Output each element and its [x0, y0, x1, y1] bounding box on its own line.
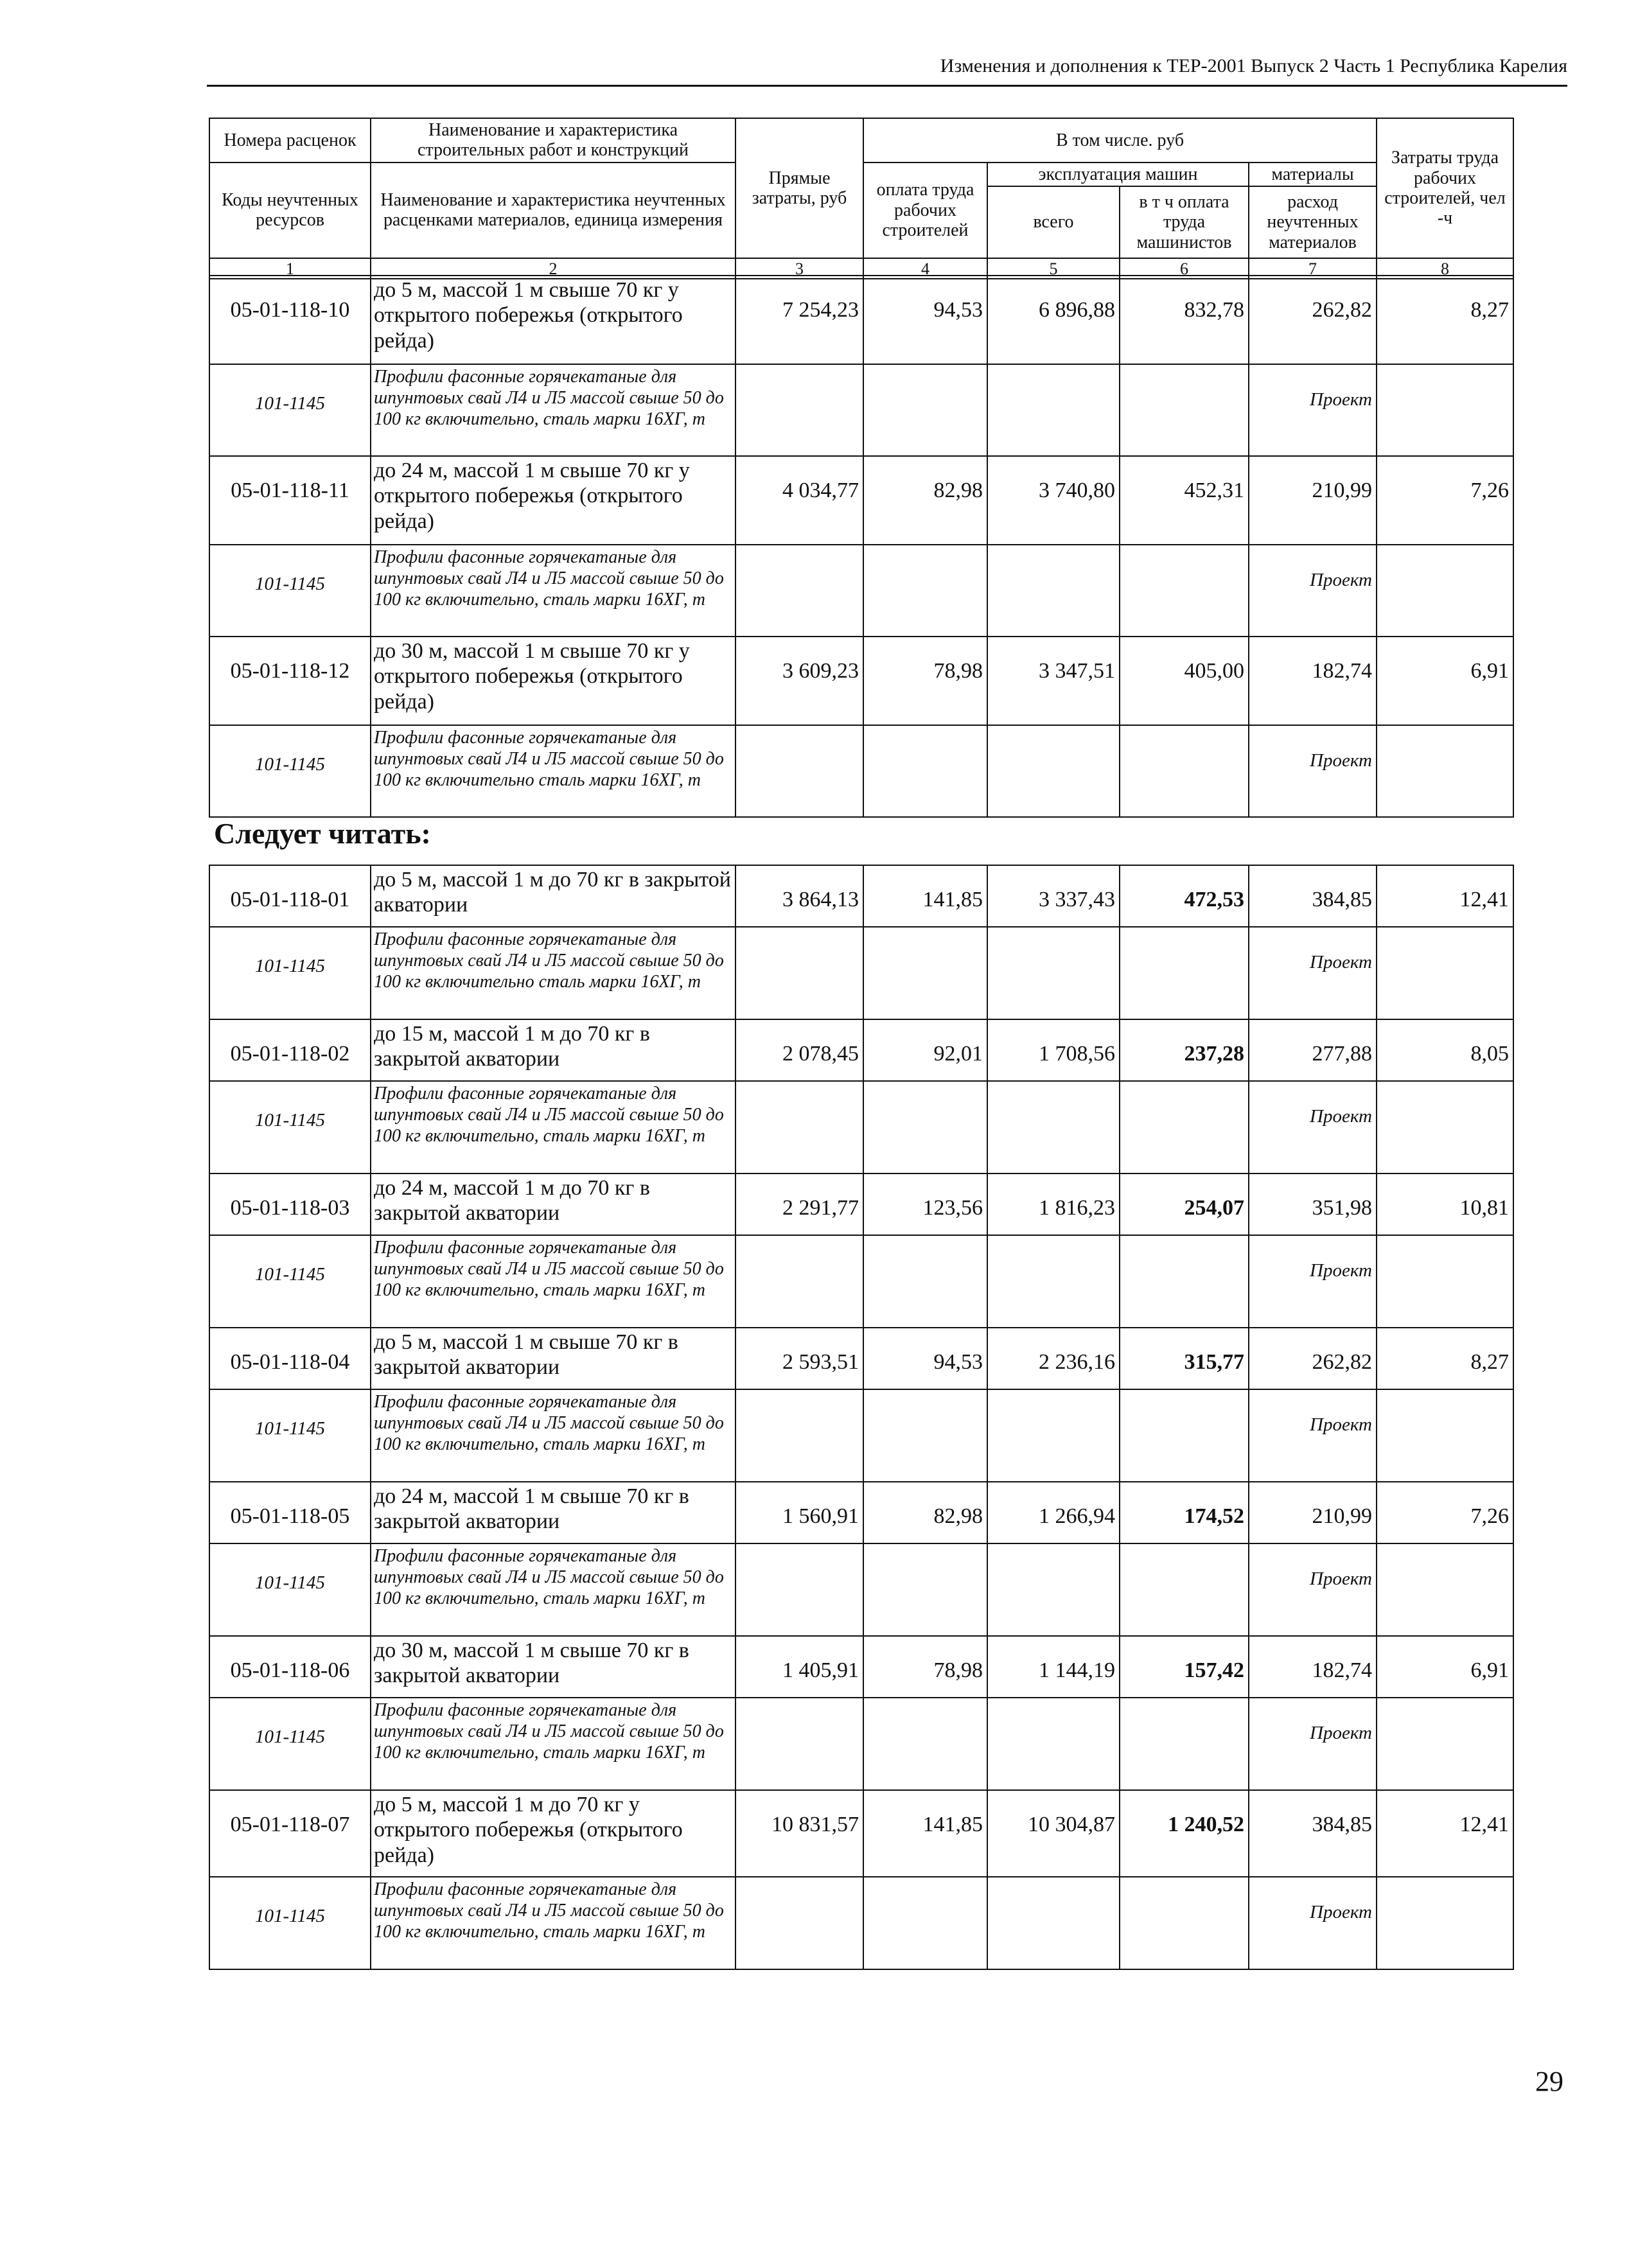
worker-hours: 6,91	[1377, 1636, 1513, 1698]
rate-description: до 30 м, массой 1 м свыше 70 кг у открытого побережья (открытого рейда)	[371, 637, 735, 725]
resource-row	[209, 545, 1513, 637]
labor-cost: 141,85	[863, 1790, 987, 1877]
resource-code: 101-1145	[209, 1543, 371, 1636]
resource-description: Профили фасонные горячекатаные для шпунтовых свай Л4 и Л5 массой свыше 50 до 100 кг включительно, сталь марки 16ХГ, т	[371, 1389, 735, 1482]
machinist-labor: 832,78	[1120, 276, 1249, 364]
resource-consumption: Проект	[1249, 1235, 1377, 1328]
resource-code: 101-1145	[209, 1698, 371, 1790]
machines-total: 3 740,80	[987, 456, 1120, 545]
materials-cost: 351,98	[1249, 1174, 1377, 1235]
direct-costs: 10 831,57	[735, 1790, 863, 1877]
resource-consumption: Проект	[1249, 725, 1377, 817]
resource-consumption: Проект	[1249, 1081, 1377, 1174]
resource-description: Профили фасонные горячекатаные для шпунтовых свай Л4 и Л5 массой свыше 50 до 100 кг включительно, сталь марки 16ХГ, т	[371, 1235, 735, 1328]
direct-costs: 1 405,91	[735, 1636, 863, 1698]
direct-costs: 3 609,23	[735, 637, 863, 725]
resource-description: Профили фасонные горячекатаные для шпунтовых свай Л4 и Л5 массой свыше 50 до 100 кг включительно сталь марки 16ХГ, т	[371, 725, 735, 817]
resource-row	[209, 927, 1513, 1019]
machines-total: 2 236,16	[987, 1328, 1120, 1389]
resource-consumption: Проект	[1249, 1543, 1377, 1636]
rate-code: 05-01-118-03	[209, 1174, 371, 1235]
machinist-labor: 472,53	[1120, 865, 1249, 927]
resource-consumption: Проект	[1249, 1698, 1377, 1790]
rate-code: 05-01-118-06	[209, 1636, 371, 1698]
rate-code: 05-01-118-12	[209, 637, 371, 725]
labor-cost: 123,56	[863, 1174, 987, 1235]
page-number: 29	[1535, 2066, 1563, 2097]
labor-cost: 141,85	[863, 865, 987, 927]
resource-row	[209, 1543, 1513, 1636]
header-direct-costs: Прямые затраты, руб	[735, 118, 863, 258]
worker-hours: 7,26	[1377, 456, 1513, 545]
resource-consumption: Проект	[1249, 1877, 1377, 1969]
rate-description: до 30 м, массой 1 м свыше 70 кг в закрытой акватории	[371, 1636, 735, 1698]
direct-costs: 1 560,91	[735, 1482, 863, 1543]
resource-consumption: Проект	[1249, 1389, 1377, 1482]
machinist-labor: 157,42	[1120, 1636, 1249, 1698]
resource-row	[209, 364, 1513, 456]
resource-code: 101-1145	[209, 1877, 371, 1969]
rate-description: до 24 м, массой 1 м свыше 70 кг у открытого побережья (открытого рейда)	[371, 456, 735, 545]
resource-description: Профили фасонные горячекатаные для шпунтовых свай Л4 и Л5 массой свыше 50 до 100 кг включительно, сталь марки 16ХГ, т	[371, 1543, 735, 1636]
resource-consumption: Проект	[1249, 364, 1377, 456]
materials-cost: 384,85	[1249, 1790, 1377, 1877]
machinist-labor: 405,00	[1120, 637, 1249, 725]
table-row	[209, 1790, 1513, 1877]
resource-code: 101-1145	[209, 1081, 371, 1174]
machinist-labor: 237,28	[1120, 1019, 1249, 1081]
running-header: Изменения и дополнения к ТЕР-2001 Выпуск 2 Часть 1 Республика Карелия	[940, 55, 1567, 76]
rate-description: до 24 м, массой 1 м свыше 70 кг в закрытой акватории	[371, 1482, 735, 1543]
machinist-labor: 1 240,52	[1120, 1790, 1249, 1877]
machines-total: 1 266,94	[987, 1482, 1120, 1543]
labor-cost: 78,98	[863, 637, 987, 725]
worker-hours: 7,26	[1377, 1482, 1513, 1543]
header-machines: эксплуатация машин	[987, 163, 1249, 186]
header-materials: материалы	[1249, 163, 1377, 186]
resource-code: 101-1145	[209, 364, 371, 456]
machines-total: 1 816,23	[987, 1174, 1120, 1235]
column-number: 2	[371, 258, 735, 279]
worker-hours: 8,27	[1377, 276, 1513, 364]
header-name-bottom: Наименование и характеристика неучтенных расценками материалов, единица измерения	[371, 163, 735, 258]
table-row	[209, 1019, 1513, 1081]
worker-hours: 10,81	[1377, 1174, 1513, 1235]
header-machines-total: всего	[987, 186, 1120, 258]
direct-costs: 4 034,77	[735, 456, 863, 545]
machinist-labor: 452,31	[1120, 456, 1249, 545]
header-machinist-labor: в т ч оплата труда машинистов	[1120, 186, 1249, 258]
resource-row	[209, 725, 1513, 817]
rate-code: 05-01-118-11	[209, 456, 371, 545]
table-row	[209, 637, 1513, 725]
rate-code: 05-01-118-05	[209, 1482, 371, 1543]
machinist-labor: 174,52	[1120, 1482, 1249, 1543]
table-row	[209, 865, 1513, 927]
header-including: В том числе. руб	[863, 118, 1377, 163]
worker-hours: 8,05	[1377, 1019, 1513, 1081]
labor-cost: 94,53	[863, 276, 987, 364]
column-number: 5	[987, 258, 1120, 279]
new-rates-table	[209, 865, 1514, 1970]
materials-cost: 210,99	[1249, 1482, 1377, 1543]
resource-code: 101-1145	[209, 545, 371, 637]
resource-row	[209, 1081, 1513, 1174]
resource-code: 101-1145	[209, 927, 371, 1019]
machines-total: 10 304,87	[987, 1790, 1120, 1877]
resource-code: 101-1145	[209, 1235, 371, 1328]
header-worker-hours: Затраты труда рабочих строителей, чел -ч	[1377, 118, 1513, 258]
rate-description: до 5 м, массой 1 м свыше 70 кг в закрытой акватории	[371, 1328, 735, 1389]
direct-costs: 3 864,13	[735, 865, 863, 927]
resource-description: Профили фасонные горячекатаные для шпунтовых свай Л4 и Л5 массой свыше 50 до 100 кг включительно сталь марки 16ХГ, т	[371, 927, 735, 1019]
header-codes-top: Номера расценок	[209, 118, 371, 163]
rate-description: до 5 м, массой 1 м до 70 кг в закрытой акватории	[371, 865, 735, 927]
table-row	[209, 1174, 1513, 1235]
column-number: 7	[1249, 258, 1377, 279]
machines-total: 1 144,19	[987, 1636, 1120, 1698]
resource-description: Профили фасонные горячекатаные для шпунтовых свай Л4 и Л5 массой свыше 50 до 100 кг включительно, сталь марки 16ХГ, т	[371, 545, 735, 637]
section-title: Следует читать:	[214, 817, 431, 850]
rate-description: до 24 м, массой 1 м до 70 кг в закрытой акватории	[371, 1174, 735, 1235]
direct-costs: 7 254,23	[735, 276, 863, 364]
resource-description: Профили фасонные горячекатаные для шпунтовых свай Л4 и Л5 массой свыше 50 до 100 кг включительно, сталь марки 16ХГ, т	[371, 1081, 735, 1174]
machines-total: 3 337,43	[987, 865, 1120, 927]
resource-row	[209, 1877, 1513, 1969]
materials-cost: 182,74	[1249, 637, 1377, 725]
rate-code: 05-01-118-02	[209, 1019, 371, 1081]
rate-code: 05-01-118-01	[209, 865, 371, 927]
header-labor: оплата труда рабочих строителей	[863, 163, 987, 258]
machines-total: 6 896,88	[987, 276, 1120, 364]
resource-row	[209, 1698, 1513, 1790]
column-number: 8	[1377, 258, 1513, 279]
header-codes-bottom: Коды неучтенных ресурсов	[209, 163, 371, 258]
column-number: 4	[863, 258, 987, 279]
machinist-labor: 254,07	[1120, 1174, 1249, 1235]
table-row	[209, 276, 1513, 364]
materials-cost: 210,99	[1249, 456, 1377, 545]
rate-description: до 15 м, массой 1 м до 70 кг в закрытой акватории	[371, 1019, 735, 1081]
machines-total: 1 708,56	[987, 1019, 1120, 1081]
rate-code: 05-01-118-10	[209, 276, 371, 364]
header-name-top: Наименование и характеристика строительных работ и конструкций	[371, 118, 735, 163]
resource-description: Профили фасонные горячекатаные для шпунтовых свай Л4 и Л5 массой свыше 50 до 100 кг включительно, сталь марки 16ХГ, т	[371, 1877, 735, 1969]
resource-row	[209, 1235, 1513, 1328]
labor-cost: 82,98	[863, 456, 987, 545]
materials-cost: 182,74	[1249, 1636, 1377, 1698]
column-number: 6	[1120, 258, 1249, 279]
materials-cost: 384,85	[1249, 865, 1377, 927]
resource-consumption: Проект	[1249, 927, 1377, 1019]
machinist-labor: 315,77	[1120, 1328, 1249, 1389]
labor-cost: 92,01	[863, 1019, 987, 1081]
table-row	[209, 1482, 1513, 1543]
worker-hours: 12,41	[1377, 865, 1513, 927]
old-rates-table	[209, 275, 1514, 818]
machines-total: 3 347,51	[987, 637, 1120, 725]
resource-description: Профили фасонные горячекатаные для шпунтовых свай Л4 и Л5 массой свыше 50 до 100 кг включительно, сталь марки 16ХГ, т	[371, 1698, 735, 1790]
rate-code: 05-01-118-07	[209, 1790, 371, 1877]
table-row	[209, 1328, 1513, 1389]
resource-consumption: Проект	[1249, 545, 1377, 637]
direct-costs: 2 593,51	[735, 1328, 863, 1389]
materials-cost: 262,82	[1249, 276, 1377, 364]
table-row	[209, 1636, 1513, 1698]
header-materials-sub: расход неучтенных материалов	[1249, 186, 1377, 258]
worker-hours: 8,27	[1377, 1328, 1513, 1389]
resource-code: 101-1145	[209, 725, 371, 817]
labor-cost: 82,98	[863, 1482, 987, 1543]
materials-cost: 262,82	[1249, 1328, 1377, 1389]
column-number: 1	[209, 258, 371, 279]
header-rule	[207, 85, 1567, 87]
resource-code: 101-1145	[209, 1389, 371, 1482]
direct-costs: 2 078,45	[735, 1019, 863, 1081]
rate-code: 05-01-118-04	[209, 1328, 371, 1389]
worker-hours: 12,41	[1377, 1790, 1513, 1877]
worker-hours: 6,91	[1377, 637, 1513, 725]
resource-row	[209, 1389, 1513, 1482]
rate-description: до 5 м, массой 1 м до 70 кг у открытого побережья (открытого рейда)	[371, 1790, 735, 1877]
materials-cost: 277,88	[1249, 1019, 1377, 1081]
direct-costs: 2 291,77	[735, 1174, 863, 1235]
table-row	[209, 456, 1513, 545]
table-header	[209, 118, 1514, 279]
rate-description: до 5 м, массой 1 м свыше 70 кг у открытого побережья (открытого рейда)	[371, 276, 735, 364]
resource-description: Профили фасонные горячекатаные для шпунтовых свай Л4 и Л5 массой свыше 50 до 100 кг включительно, сталь марки 16ХГ, т	[371, 364, 735, 456]
labor-cost: 78,98	[863, 1636, 987, 1698]
column-number: 3	[735, 258, 863, 279]
labor-cost: 94,53	[863, 1328, 987, 1389]
